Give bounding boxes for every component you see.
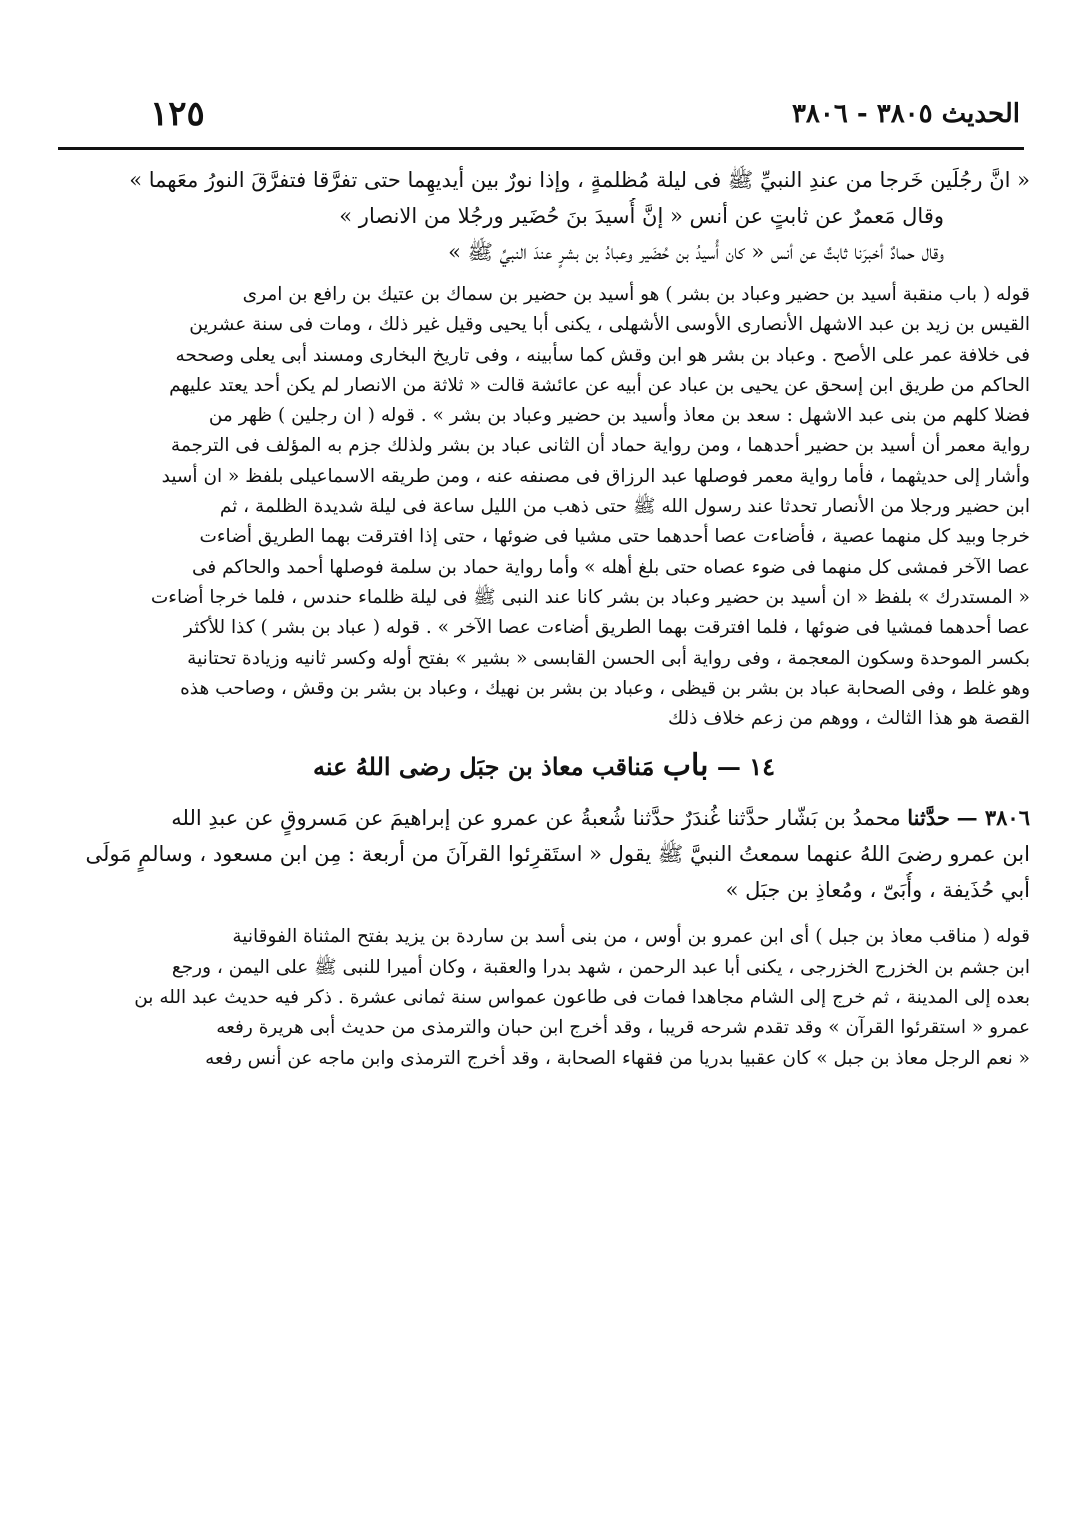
commentary-line: وأشار إلى حديثهما ، فأما رواية معمر فوصلها عبد الرزاق فى مصنفه عنه ، ومن طريقه الاسماعيلى بلفظ « ان أسيد: [161, 465, 1030, 487]
commentary-line: خرجا وبيد كل منهما عصية ، فأضاءت عصا أحدهما حتى مشيا فى ضوئها ، حتى إذا افترقت بهما الطريق أضاءت: [199, 526, 1030, 548]
commentary-line: بكسر الموحدة وسكون المعجمة ، وفى رواية أبى الحسن القابسى « بشير » بفتح أوله وكسر ثانيه وزيادة تحتانية: [187, 647, 1030, 669]
commentary-line: عصا الآخر فمشى كل منهما فى ضوء عصاه حتى بلغ أهله » وأما رواية حماد بن سلمة فوصلها أحمد والحاكم فى: [192, 556, 1030, 578]
commentary-line: فضلا كلهم من بنى عبد الاشهل : سعد بن معاذ وأسيد بن حضير وعباد بن بشر » . قوله ( ان رجلين ) ظهر من: [208, 405, 1030, 427]
commentary-line: « المستدرك » بلفظ « ان أسيد بن حضير وعباد بن بشر كانا عند النبى ﷺ فى ليلة ظلماء حندس ، فلما خرجا أضاءت: [150, 586, 1030, 608]
page-number: ١٢٥: [150, 94, 205, 134]
hadith-3806-line: أبي حُذَيفة ، وأُبَىّ ، ومُعاذِ بن جبَل »: [725, 878, 1030, 903]
commentary-line: فى خلافة عمر على الأصح . وعباد بن بشر هو ابن وقش كما سأبينه ، وفى تاريخ البخارى ومسند أبى يعلى وصححه: [175, 344, 1030, 366]
commentary-line: رواية معمر أن أسيد بن حضير أحدهما ، ومن رواية حماد أن الثانى عباد بن بشر ولذلك جزم به المؤلف فى الترجمة: [170, 435, 1030, 457]
running-title: الحديث ٣٨٠٥ - ٣٨٠٦: [791, 99, 1020, 129]
hadith-line: « انَّ رجُلَين خَرجا من عندِ النبيِّ ﷺ فى ليلة مُظلمةٍ ، وإذا نورٌ بين أيديهِما حتى تفرَّقا فتفرَّقَ النورُ معَهما »: [129, 168, 1030, 192]
commentary-line: بعده إلى المدينة ، ثم خرج إلى الشام مجاهدا فمات فى طاعون عمواس سنة ثمانى عشرة . ذكر فيه حديث عبد الله بن: [134, 987, 1030, 1009]
chapter-heading: [58, 744, 1030, 788]
commentary-line: الحاكم من طريق ابن إسحق عن يحيى بن عباد عن أبيه عن عائشة قالت « ثلاثة من الانصار لم يكن أحد يعتد عليهم: [169, 374, 1030, 396]
hadith-3806-line: ابن عمرو رضىَ اللهُ عنهما سمعتُ النبيَّ ﷺ يقول « استَقرِئوا القرآنَ من أربعة : مِن ابن مسعود ، وسالمٍ مَولَى: [85, 842, 1030, 867]
bab-word: باب: [662, 748, 709, 784]
page-body: [58, 150, 1030, 1074]
chapter-number: ١٤: [749, 752, 775, 782]
chapter-title: مَناقب معاذ بن جبَل رضى اللهُ عنه: [312, 752, 655, 782]
chapter-dash: —: [716, 752, 741, 782]
page-header: [150, 88, 1020, 140]
commentary-line: القيس بن زيد بن عبد الاشهل الأنصارى الأوسى الأشهلى ، يكنى أبا يحيى وقيل غير ذلك ، ومات فى سنة عشرين: [189, 314, 1030, 336]
commentary-line: عمرو « استقرئوا القرآن » وقد تقدم شرحه قريبا ، وقد أخرج ابن حبان والترمذى من حديث أبى هريرة رفعه: [216, 1017, 1030, 1039]
commentary-line: وهو غلط ، وفى الصحابة عباد بن بشر بن قيظى ، وعباد بن بشر بن نهيك ، وعباد بن بشر بن وقش ، وصاحب هذه: [180, 677, 1030, 699]
hadith-3806-line: [58, 800, 1030, 836]
commentary-line: قوله ( باب منقبة أسيد بن حضير وعباد بن بشر ) هو أسيد بن حضير بن سماك بن عتيك بن رافع بن امرى: [242, 284, 1030, 305]
commentary-line: « نعم الرجل معاذ بن جبل » كان عقبيا بدريا من فقهاء الصحابة ، وقد أخرج الترمذى وابن ماجه عن أنس رفعه: [205, 1047, 1030, 1069]
hadith-number: ٣٨٠٦ —: [956, 805, 1030, 831]
commentary-line: ابن حضير ورجلا من الأنصار تحدثا عند رسول الله ﷺ حتى ذهب من الليل ساعة فى ليلة شديدة الظلمة ، ثم: [219, 496, 1030, 518]
hadith-line: وقال مَعمرٌ عن ثابتٍ عن أنس « إنَّ أُسيدَ بنَ حُضَير ورجُلا من الانصار »: [339, 204, 944, 228]
commentary-line: القصة هو هذا الثالث ، ووهم من زعم خلاف ذلك: [667, 708, 1030, 730]
commentary-line: عصا أحدهما فمشيا فى ضوئها ، فلما افترقت بهما الطريق أضاءت عصا الآخر » . قوله ( عباد بن بشر ) كذا للأكثر: [183, 617, 1030, 639]
commentary-line: قوله ( مناقب معاذ بن جبل ) أى ابن عمرو بن أوس ، من بنى أسد بن ساردة بن يزيد بفتح المثناة الفوقانية: [232, 926, 1030, 948]
isnad-text: محمدُ بن بَشّار حدَّثنا غُندَرٌ حدَّثنا شُعبةُ عن عمرو عن إبراهيمَ عن مَسروقٍ عن عبدِ الله: [171, 806, 901, 831]
hadith-line: وقال حمادٌ أخبرَنا ثابتٌ عن أنس « كان أُسيدُ بن حُضَير وعبادُ بن بشرٍ عندَ النبيِّ ﷺ »: [448, 240, 944, 264]
haddathana-word: حدَّثنا: [907, 805, 950, 831]
commentary-line: ابن جشم بن الخزرج الخزرجى ، يكنى أبا عبد الرحمن ، شهد بدرا والعقبة ، وكان أميرا للنبى ﷺ على اليمن ، ورجع: [171, 956, 1030, 978]
